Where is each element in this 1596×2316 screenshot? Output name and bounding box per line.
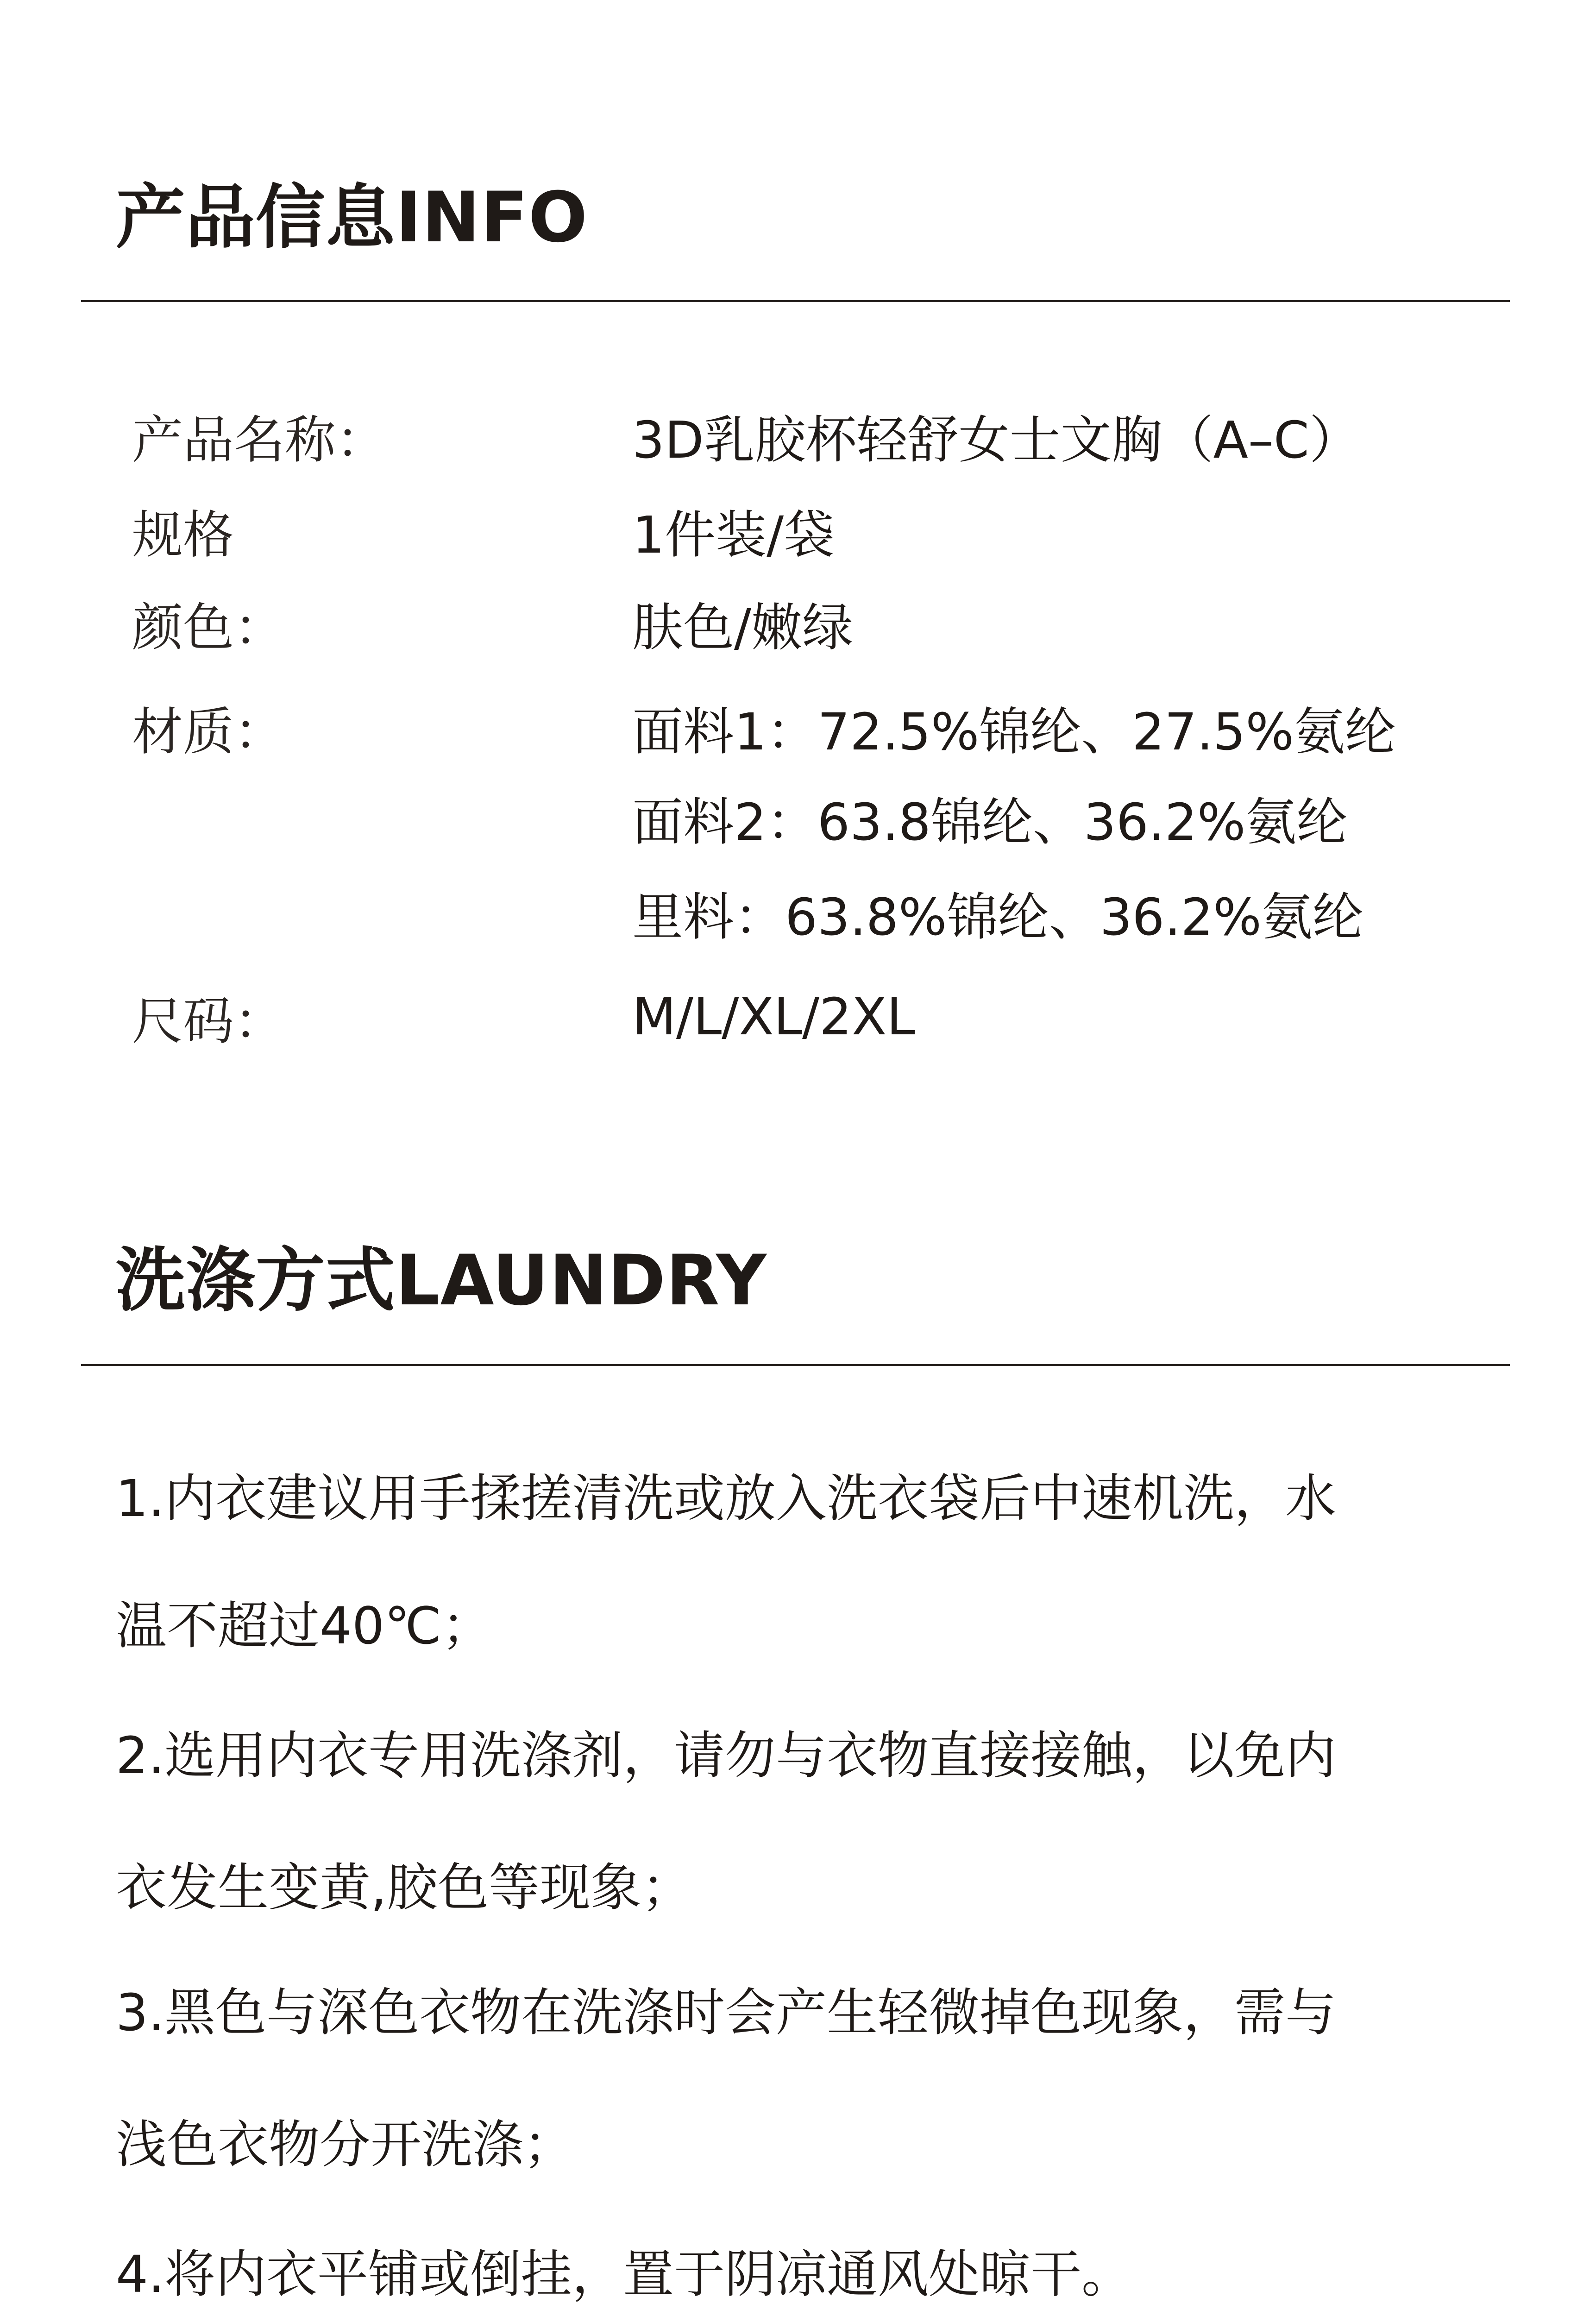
info-label-color: 颜色： xyxy=(132,598,285,657)
info-value-size: M/L/XL/2XL xyxy=(632,987,915,1046)
laundry-section-title: 洗涤方式LAUNDRY xyxy=(116,1240,767,1321)
laundry-line-7: 4.将内衣平铺或倒挂，置于阴凉通风处晾干。 xyxy=(116,2245,1132,2304)
info-section-divider xyxy=(81,300,1510,302)
info-value-material-fabric2: 面料2：63.8锦纶、36.2%氨纶 xyxy=(632,793,1348,852)
laundry-line-1: 1.内衣建议用手揉搓清洗或放入洗衣袋后中速机洗，水 xyxy=(116,1469,1336,1528)
info-label-product-name: 产品名称： xyxy=(132,410,387,470)
info-value-spec: 1件装/袋 xyxy=(632,505,835,565)
laundry-line-3: 2.选用内衣专用洗涤剂，请勿与衣物直接接触，以免内 xyxy=(116,1726,1336,1785)
laundry-line-2: 温不超过40℃； xyxy=(116,1596,493,1655)
info-label-size: 尺码： xyxy=(132,992,285,1051)
laundry-line-5: 3.黑色与深色衣物在洗涤时会产生轻微掉色现象，需与 xyxy=(116,1983,1336,2042)
info-label-spec: 规格 xyxy=(132,505,234,565)
info-value-material-lining: 里料：63.8%锦纶、36.2%氨纶 xyxy=(632,887,1364,947)
info-section-title: 产品信息INFO xyxy=(116,177,588,258)
info-value-product-name: 3D乳胶杯轻舒女士文胸（A–C） xyxy=(632,410,1360,470)
laundry-line-6: 浅色衣物分开洗涤； xyxy=(116,2115,574,2174)
info-value-color: 肤色/嫩绿 xyxy=(632,598,854,657)
info-value-material-fabric1: 面料1：72.5%锦纶、27.5%氨纶 xyxy=(632,702,1396,762)
laundry-line-4: 衣发生变黄,胶色等现象； xyxy=(116,1858,692,1917)
info-label-material: 材质： xyxy=(132,702,285,762)
laundry-section-divider xyxy=(81,1364,1510,1366)
